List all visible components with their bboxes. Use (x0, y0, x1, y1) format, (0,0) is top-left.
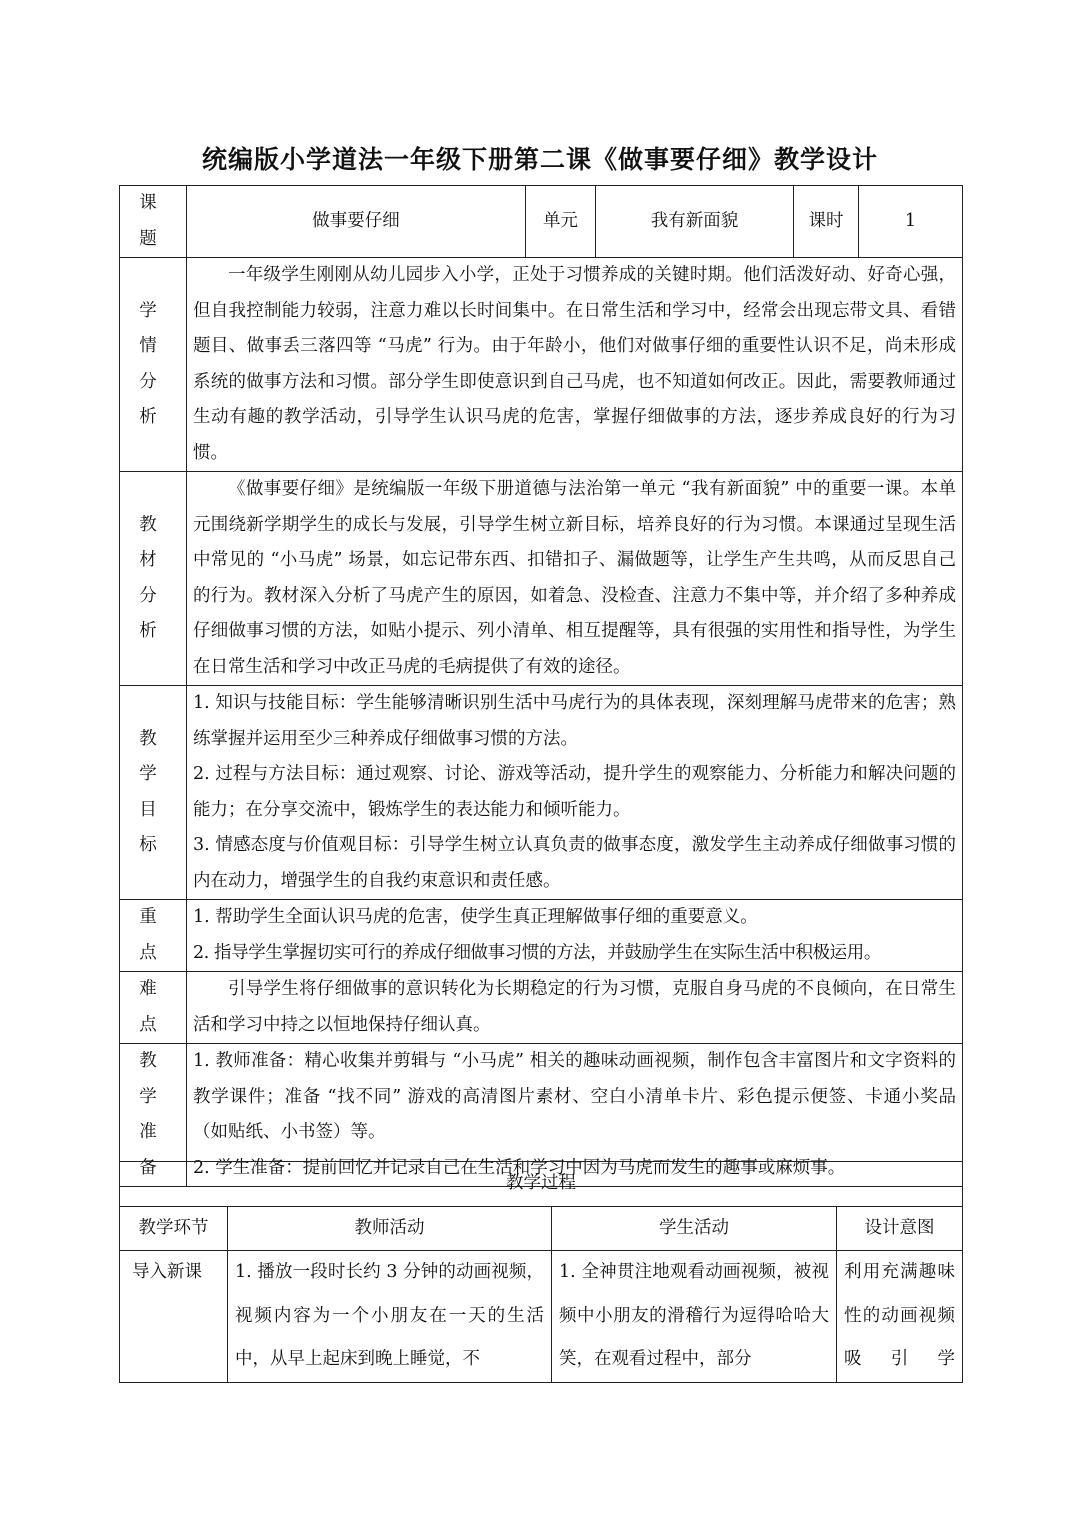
unit-label: 单元 (526, 186, 596, 258)
key-points-row (120, 900, 963, 972)
key-point-item: 1. 帮助学生全面认识马虎的危害，使学生真正理解做事仔细的重要意义。 (193, 907, 758, 927)
material-analysis-row (120, 472, 963, 686)
header-row (120, 186, 963, 258)
key-points-label: 重 点 (120, 900, 187, 972)
design-intent-cell: 利用充满趣味性的动画视频吸引学 (837, 1251, 963, 1383)
stage-cell: 导入新课 (120, 1251, 228, 1383)
student-analysis-text: 一年级学生刚刚从幼儿园步入小学，正处于习惯养成的关键时期。他们活泼好动、好奇心强，但自我控制能力较弱，注意力难以长时间集中。在日常生活和学习中，经常会出现忘带文具、看错题目、做事丢三落四等 “马虎” 行为。由于年龄小，他们对做事仔细的重要性认识不足，尚未形成系统的做事方法和习惯。部分学生即使意识到自己马虎，也不知道如何改正。因此，需要教师通过生动有趣的教学活动，引导学生认识马虎的危害，掌握仔细做事的方法，逐步养成良好的行为习惯。 (187, 258, 963, 472)
process-header-row (120, 1206, 963, 1251)
process-title-row (120, 1162, 963, 1207)
process-title: 教学过程 (120, 1162, 963, 1207)
lesson-info-table (119, 185, 963, 1187)
objective-item: 2. 过程与方法目标：通过观察、讨论、游戏等活动，提升学生的观察能力、分析能力和解决问题的能力；在分享交流中，锻炼学生的表达能力和倾听能力。 (193, 764, 956, 820)
col-header-teacher: 教师活动 (228, 1206, 552, 1251)
col-header-intent: 设计意图 (837, 1206, 963, 1251)
key-point-item: 2. 指导学生掌握切实可行的养成仔细做事习惯的方法，并鼓励学生在实际生活中积极运用。 (193, 942, 881, 963)
student-analysis-label: 学 情 分 析 (120, 258, 187, 472)
topic-label: 课 题 (120, 186, 187, 258)
preparation-item: 2. 学生准备：提前回忆并记录自己在生活和学习中因为马虎而发生的趣事或麻烦事。 (193, 1157, 846, 1178)
hours-label: 课时 (794, 186, 859, 258)
table-row (120, 1251, 963, 1383)
objectives-row (120, 686, 963, 900)
student-activity-cell: 1. 全神贯注地观看动画视频，被视频中小朋友的滑稽行为逗得哈哈大笑，在观看过程中，部分 (552, 1251, 837, 1383)
objectives-label: 教 学 目 标 (120, 686, 187, 900)
objective-item: 1. 知识与技能目标：学生能够清晰识别生活中马虎行为的具体表现，深刻理解马虎带来的危害；熟练掌握并运用至少三种养成仔细做事习惯的方法。 (193, 693, 956, 749)
col-header-student: 学生活动 (552, 1206, 837, 1251)
material-analysis-text: 《做事要仔细》是统编版一年级下册道德与法治第一单元 “我有新面貌” 中的重要一课。本单元围绕新学期学生的成长与发展，引导学生树立新目标，培养良好的行为习惯。本课通过呈现生活中常见的 “小马虎” 场景，如忘记带东西、扣错扣子、漏做题等，让学生产生共鸣，从而反思自己的行为。教材深入分析了马虎产生的原因，如着急、没检查、注意力不集中等，并介绍了多种养成仔细做事习惯的方法，如贴小提示、列小清单、相互提醒等，具有很强的实用性和指导性，为学生在日常生活和学习中改正马虎的毛病提供了有效的途径。 (187, 472, 963, 686)
topic-value: 做事要仔细 (187, 186, 526, 258)
difficulties-text: 引导学生将仔细做事的意识转化为长期稳定的行为习惯，克服自身马虎的不良倾向，在日常生活和学习中持之以恒地保持仔细认真。 (187, 972, 963, 1044)
document-title: 统编版小学道法一年级下册第二课《做事要仔细》教学设计 (201, 145, 878, 174)
preparation-label: 教 学 准 备 (120, 1044, 187, 1187)
teacher-activity-cell: 1. 播放一段时长约 3 分钟的动画视频，视频内容为一个小朋友在一天的生活中，从早上起床到晚上睡觉，不 (228, 1251, 552, 1383)
objectives-text (187, 686, 963, 900)
col-header-stage: 教学环节 (120, 1206, 228, 1251)
difficulties-label: 难 点 (120, 972, 187, 1044)
material-analysis-label: 教 材 分 析 (120, 472, 187, 686)
key-points-text (187, 900, 963, 972)
difficulties-row (120, 972, 963, 1044)
objective-item: 3. 情感态度与价值观目标：引导学生树立认真负责的做事态度，激发学生主动养成仔细做事习惯的内在动力，增强学生的自我约束意识和责任感。 (193, 835, 956, 891)
student-analysis-row (120, 258, 963, 472)
hours-value: 1 (859, 186, 963, 258)
unit-value: 我有新面貌 (596, 186, 794, 258)
teaching-process-table (119, 1161, 963, 1383)
preparation-item: 1. 教师准备：精心收集并剪辑与 “小马虎” 相关的趣味动画视频，制作包含丰富图片和文字资料的教学课件；准备 “找不同” 游戏的高清图片素材、空白小清单卡片、彩色提示便签、卡通小奖品（如贴纸、小书签）等。 (193, 1051, 956, 1142)
